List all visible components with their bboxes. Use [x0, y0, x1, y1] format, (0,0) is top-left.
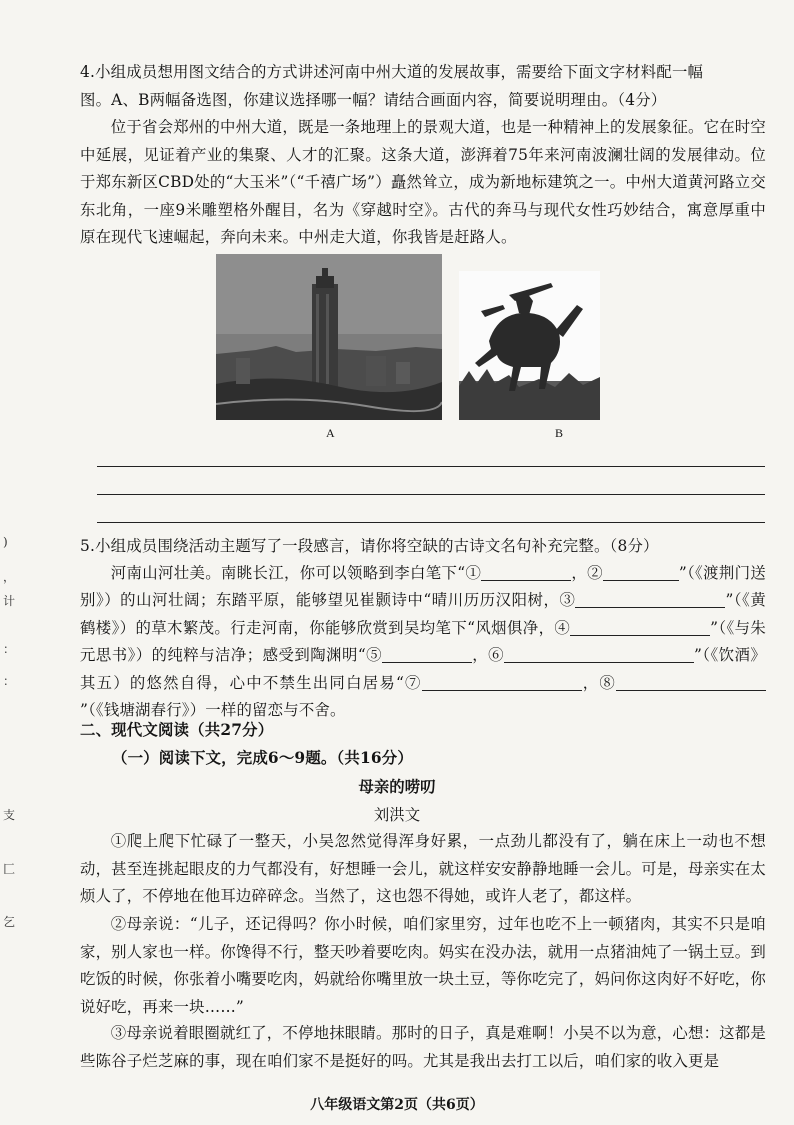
article-title: 母亲的唠叨 — [358, 778, 436, 796]
q5-text-6: ，⑥ — [472, 646, 505, 665]
answer-line-2[interactable] — [97, 494, 765, 495]
blank-3[interactable] — [575, 591, 725, 608]
q4-prompt-line1: 4.小组成员想用图文结合的方式讲述河南中州大道的发展故事，需要给下面文字材料配一幅 — [80, 63, 704, 81]
image-a-skyline — [216, 254, 442, 420]
section2-heading: 二、现代文阅读（共27分） — [80, 721, 274, 739]
q5-prompt: 5.小组成员围绕活动主题写了一段感言，请你将空缺的古诗文名句补充完整。（8分） — [80, 537, 659, 555]
answer-line-3[interactable] — [97, 522, 765, 523]
margin-mark: 支 — [3, 808, 16, 822]
q5-text-2: ，② — [571, 564, 603, 582]
article-paragraph-1: ①爬上爬下忙碌了一整天，小吴忽然觉得浑身好累，一点劲儿都没有了，躺在床上一动也不想动，甚至连挑起眼皮的力气都没有，好想睡一会儿，就这样安安静静地睡一会儿。可是，母亲实在太烦人了，不停地在他耳边碎碎念。当然了，这也怨不得她，或许人老了，都这样。 — [80, 832, 766, 906]
article-author: 刘洪文 — [373, 806, 421, 824]
margin-mark: ， — [3, 570, 16, 584]
blank-5[interactable] — [382, 646, 472, 663]
q5-text-4: ”（《黄鹤楼》）的草木繁茂。行走河南，你能够欣赏到吴均笔下“风烟俱净，④ — [80, 591, 766, 637]
image-a-label: A — [326, 426, 335, 440]
blank-4[interactable] — [570, 619, 710, 636]
margin-mark: ： — [3, 674, 16, 688]
page-footer: 八年级语文第2页（共6页） — [310, 1097, 484, 1113]
article-paragraph-3: ③母亲说着眼圈就红了，不停地抹眼睛。那时的日子，真是难啊！小吴不以为意，心想：这都是些陈谷子烂芝麻的事，现在咱们家不是挺好的吗。尤其是我出去打工以后，咱们家的收入更是 — [80, 1024, 766, 1070]
blank-8[interactable] — [616, 674, 766, 691]
margin-mark: ： — [3, 642, 16, 656]
section2-subheading: （一）阅读下文，完成6～9题。（共16分） — [112, 749, 413, 767]
q5-text-5: ”（《与朱元思书》）的纯粹与洁净；感受到陶渊明“⑤ — [80, 618, 766, 665]
blank-7[interactable] — [422, 674, 582, 691]
image-b-label: B — [555, 426, 564, 440]
margin-mark: 匚 — [3, 862, 16, 876]
q4-passage: 位于省会郑州的中州大道，既是一条地理上的景观大道，也是一种精神上的发展象征。它在时空中延展，见证着产业的集聚、人才的汇聚。这条大道，澎湃着75年来河南波澜壮阔的发展律动。位于郑东新区CBD处的“大玉米”（“千禧广场”）矗然耸立，成为新地标建筑之一。中州大道黄河路立交东北角，一座9米雕塑格外醒目，名为《穿越时空》。古代的奔马与现代女性巧妙结合，寓意厚重中原在现代飞速崛起，奔向未来。中州走大道，你我皆是赶路人。 — [80, 118, 766, 247]
q5-text-7: ”（《饮酒》其五）的悠然自得，心中不禁生出同白居易“⑦ — [80, 646, 766, 692]
q4-prompt-line2: 图。A、B两幅备选图，你建议选择哪一幅？请结合画面内容，简要说明理由。（4分） — [80, 91, 667, 109]
blank-2[interactable] — [603, 564, 679, 581]
q5-text-9: ”（《钱塘湖春行》）一样的留恋与不舍。 — [80, 701, 346, 720]
article-paragraph-2: ②母亲说：“儿子，还记得吗？你小时候，咱们家里穷，过年也吃不上一顿猪肉，其实不只是咱家，别人家也一样。你馋得不行，整天吵着要吃肉。妈实在没办法，就用一点猪油炖了一锅土豆。到吃饭的时候，你张着小嘴要吃肉，妈就给你嘴里放一块土豆，等你吃完了，妈问你这肉好不好吃，你说好吃，再来一块……” — [80, 915, 766, 1016]
margin-mark: 计 — [3, 594, 16, 608]
horse-sculpture-icon — [459, 271, 600, 420]
margin-mark: 乞 — [3, 915, 16, 929]
q5-text-1: 河南山河壮美。南眺长江，你可以领略到李白笔下“① — [110, 564, 482, 582]
q5-text-3: ”（《渡荆门送别》）的山河壮阔；东踏平原，能够望见崔颢诗中“晴川历历汉阳树，③ — [80, 564, 767, 610]
blank-6[interactable] — [504, 646, 694, 663]
skyline-photo-icon — [216, 254, 442, 420]
image-b-sculpture — [459, 271, 600, 420]
margin-mark: ) — [3, 535, 8, 549]
answer-line-1[interactable] — [97, 466, 765, 467]
q5-fill-paragraph — [80, 560, 766, 724]
q5-text-8: ，⑧ — [581, 673, 616, 692]
blank-1[interactable] — [481, 564, 571, 581]
